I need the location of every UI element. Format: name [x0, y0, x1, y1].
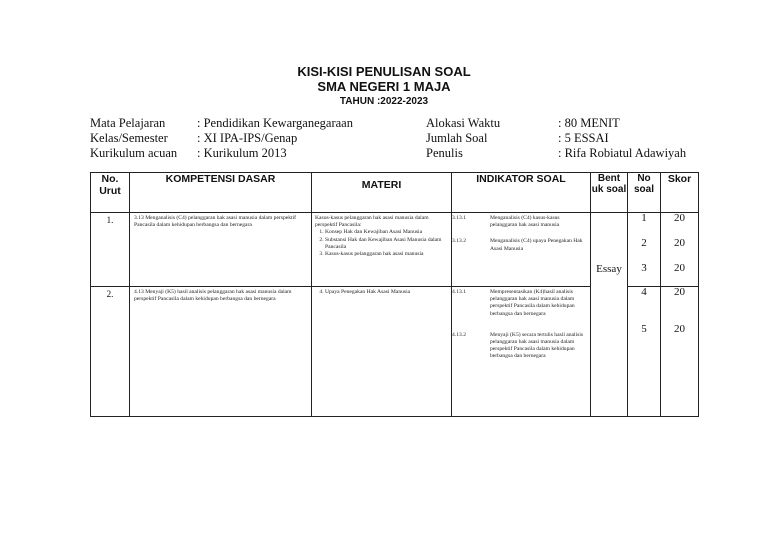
kd-text: 3.13 Menganalisis (C4) pelanggaran hak asasi manusia dalam perspektif Pancasila dalam kehidupan berbangsa dan bernegara: [130, 213, 312, 287]
row-number: 2.: [91, 287, 130, 417]
materi-cell: [312, 287, 452, 417]
soal-number: 3: [641, 262, 647, 274]
header-bentuk-soal: Bent uk soal: [591, 173, 628, 213]
header-indikator-soal: INDIKATOR SOAL: [452, 173, 591, 213]
header-materi: MATERI: [312, 173, 452, 213]
indikator-item: [452, 215, 587, 229]
header-kompetensi-dasar: KOMPETENSI DASAR: [130, 173, 312, 213]
meta-value-time: : 80 MENIT: [558, 116, 620, 130]
indikator-item: [452, 289, 587, 318]
kd-text: 4.13 Menyaji (K5) hasil analisis pelanggaran hak asasi manusia dalam perspektif Pancasila dalam kehidupan berbangsa dan bernegara: [130, 287, 312, 417]
document-title: KISI-KISI PENULISAN SOAL: [297, 64, 471, 79]
school-name: SMA NEGERI 1 MAJA: [317, 79, 451, 94]
meta-value-curriculum: : Kurikulum 2013: [197, 146, 287, 160]
meta-value-count: : 5 ESSAI: [558, 131, 609, 145]
meta-label-time: Alokasi Waktu: [426, 116, 501, 130]
header-skor: Skor: [661, 173, 699, 213]
academic-year: TAHUN :2022-2023: [339, 96, 429, 107]
meta-value-author: : Rifa Robiatul Adawiyah: [558, 146, 687, 160]
meta-value-subject: : Pendidikan Kewarganegaraan: [197, 116, 353, 130]
no-soal-cell: [628, 213, 661, 287]
indikator-item: [452, 332, 587, 361]
list-item: 4. Upaya Penegakan Hak Asasi Manusia: [325, 289, 448, 296]
indikator-code: 3.13.2: [452, 238, 466, 245]
skor-cell: [661, 287, 699, 417]
meta-label-class: Kelas/Semester: [90, 131, 168, 145]
list-item: 3. Kasus-kasus pelanggaran hak asasi manusia: [325, 251, 448, 258]
indikator-text: Menyaji (K5) secara tertulis hasil analisis pelanggaran hak asasi manusia dalam perspektif Pancasila dalam kehidupan berbangsa dan bernegara: [490, 331, 584, 360]
list-item: 1. Konsep Hak dan Kewajiban Asasi Manusia: [325, 229, 448, 236]
list-item: 2. Substansi Hak dan Kewajiban Asasi Manusia dalam Pancasila: [325, 237, 448, 251]
header-no-soal: No soal: [628, 173, 661, 213]
soal-number: 4: [641, 286, 647, 298]
meta-label-count: Jumlah Soal: [426, 131, 488, 145]
indikator-text: Menganalisis (C4) upaya Penegakan Hak Asasi Manusia: [490, 238, 583, 252]
indikator-code: 4.13.1: [452, 289, 466, 295]
materi-list: [315, 289, 448, 296]
indikator-cell: [452, 213, 591, 287]
blueprint-table: [90, 172, 699, 417]
indikator-text: Menganalisis (C4) kasus-kasus pelanggaran hak asasi manusia: [490, 215, 560, 229]
skor-value: 20: [674, 262, 685, 274]
materi-list: [315, 229, 448, 258]
table-row: [91, 213, 699, 287]
table-header-row: [91, 173, 699, 213]
bentuk-soal-cell: Essay: [591, 213, 628, 417]
no-soal-cell: [628, 287, 661, 417]
skor-cell: [661, 213, 699, 287]
header-no-urut: No. Urut: [91, 173, 130, 213]
soal-number: 1: [641, 212, 647, 224]
indikator-text: Mempresentasikan (K4)hasil analisis pelanggaran hak asasi manusia dalam perspektif Pancasila dalam kehidupan berbangsa dan bernegara: [490, 289, 575, 317]
materi-cell: [312, 213, 452, 287]
skor-value: 20: [674, 237, 685, 249]
meta-label-subject: Mata Pelajaran: [90, 116, 166, 130]
skor-value: 20: [674, 323, 685, 335]
skor-value: 20: [674, 212, 685, 224]
indikator-item: [452, 238, 587, 252]
meta-label-author: Penulis: [426, 146, 463, 160]
meta-value-class: : XI IPA-IPS/Genap: [197, 131, 298, 145]
meta-label-curriculum: Kurikulum acuan: [90, 146, 178, 160]
row-number: 1.: [91, 213, 130, 287]
soal-number: 2: [641, 237, 647, 249]
indikator-cell: [452, 287, 591, 417]
materi-intro: Kasus-kasus pelanggaran hak asasi manusia dalam perspektif Pancasila:: [315, 215, 429, 229]
indikator-code: 3.13.1: [452, 215, 466, 221]
skor-value: 20: [674, 286, 685, 298]
soal-number: 5: [641, 323, 647, 335]
indikator-code: 4.13.2: [452, 331, 466, 338]
